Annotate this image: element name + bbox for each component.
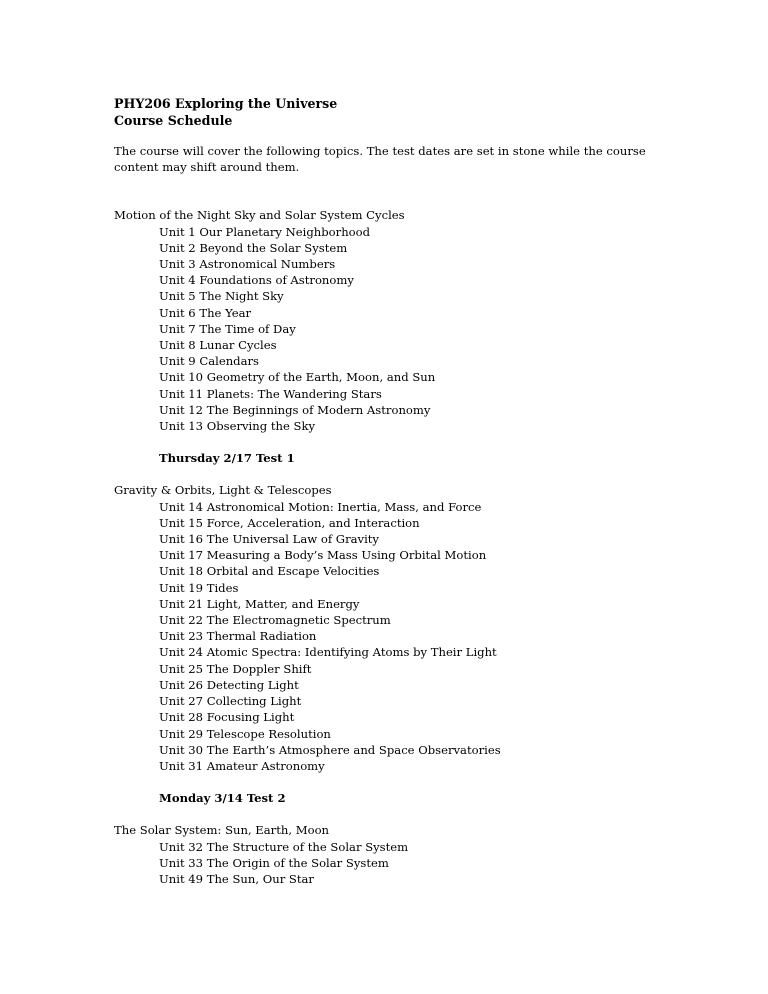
section-heading: Motion of the Night Sky and Solar System Cycles xyxy=(114,208,405,223)
unit-item: Unit 16 The Universal Law of Gravity xyxy=(159,532,379,547)
unit-item: Unit 17 Measuring a Body’s Mass Using Orbital Motion xyxy=(159,548,487,563)
test-date: Monday 3/14 Test 2 xyxy=(159,791,286,806)
unit-item: Unit 8 Lunar Cycles xyxy=(159,338,277,353)
course-title: PHY206 Exploring the Universe xyxy=(114,96,338,111)
unit-item: Unit 1 Our Planetary Neighborhood xyxy=(159,224,371,239)
unit-item: Unit 29 Telescope Resolution xyxy=(159,726,331,741)
unit-item: Unit 30 The Earth’s Atmosphere and Space Observatories xyxy=(159,742,501,757)
unit-item: Unit 19 Tides xyxy=(159,580,239,595)
unit-item: Unit 18 Orbital and Escape Velocities xyxy=(159,564,380,579)
unit-item: Unit 4 Foundations of Astronomy xyxy=(159,273,354,288)
unit-item: Unit 6 The Year xyxy=(159,305,252,320)
unit-item: Unit 23 Thermal Radiation xyxy=(159,629,317,644)
unit-item: Unit 21 Light, Matter, and Energy xyxy=(159,596,360,611)
unit-item: Unit 24 Atomic Spectra: Identifying Atoms by Their Light xyxy=(159,645,497,660)
unit-item: Unit 7 The Time of Day xyxy=(159,321,296,336)
test-date: Thursday 2/17 Test 1 xyxy=(159,451,295,466)
schedule-title: Course Schedule xyxy=(114,113,233,128)
spacer xyxy=(114,175,674,207)
section-heading: The Solar System: Sun, Earth, Moon xyxy=(114,823,330,838)
unit-item: Unit 11 Planets: The Wandering Stars xyxy=(159,386,382,401)
unit-item: Unit 9 Calendars xyxy=(159,354,259,369)
unit-item: Unit 22 The Electromagnetic Spectrum xyxy=(159,613,391,628)
unit-item: Unit 14 Astronomical Motion: Inertia, Mass, and Force xyxy=(159,499,482,514)
schedule-sections xyxy=(114,207,674,887)
unit-item: Unit 26 Detecting Light xyxy=(159,677,299,692)
unit-item: Unit 49 The Sun, Our Star xyxy=(159,871,314,886)
unit-item: Unit 31 Amateur Astronomy xyxy=(159,758,325,773)
unit-item: Unit 27 Collecting Light xyxy=(159,694,302,709)
unit-item: Unit 13 Observing the Sky xyxy=(159,419,316,434)
unit-item: Unit 5 The Night Sky xyxy=(159,289,284,304)
unit-item: Unit 32 The Structure of the Solar System xyxy=(159,839,409,854)
unit-item: Unit 12 The Beginnings of Modern Astronomy xyxy=(159,402,431,417)
intro-line: content may shift around them. xyxy=(114,160,300,175)
unit-item: Unit 2 Beyond the Solar System xyxy=(159,240,348,255)
intro-line: The course will cover the following topics. The test dates are set in stone while the course xyxy=(114,144,646,158)
unit-item: Unit 33 The Origin of the Solar System xyxy=(159,855,389,870)
unit-item: Unit 28 Focusing Light xyxy=(159,710,295,725)
document-content xyxy=(114,95,674,887)
unit-item: Unit 10 Geometry of the Earth, Moon, and Sun xyxy=(159,370,436,385)
section-heading: Gravity & Orbits, Light & Telescopes xyxy=(114,483,332,498)
unit-item: Unit 25 The Doppler Shift xyxy=(159,661,312,676)
unit-item: Unit 15 Force, Acceleration, and Interaction xyxy=(159,515,420,530)
unit-item: Unit 3 Astronomical Numbers xyxy=(159,257,336,272)
